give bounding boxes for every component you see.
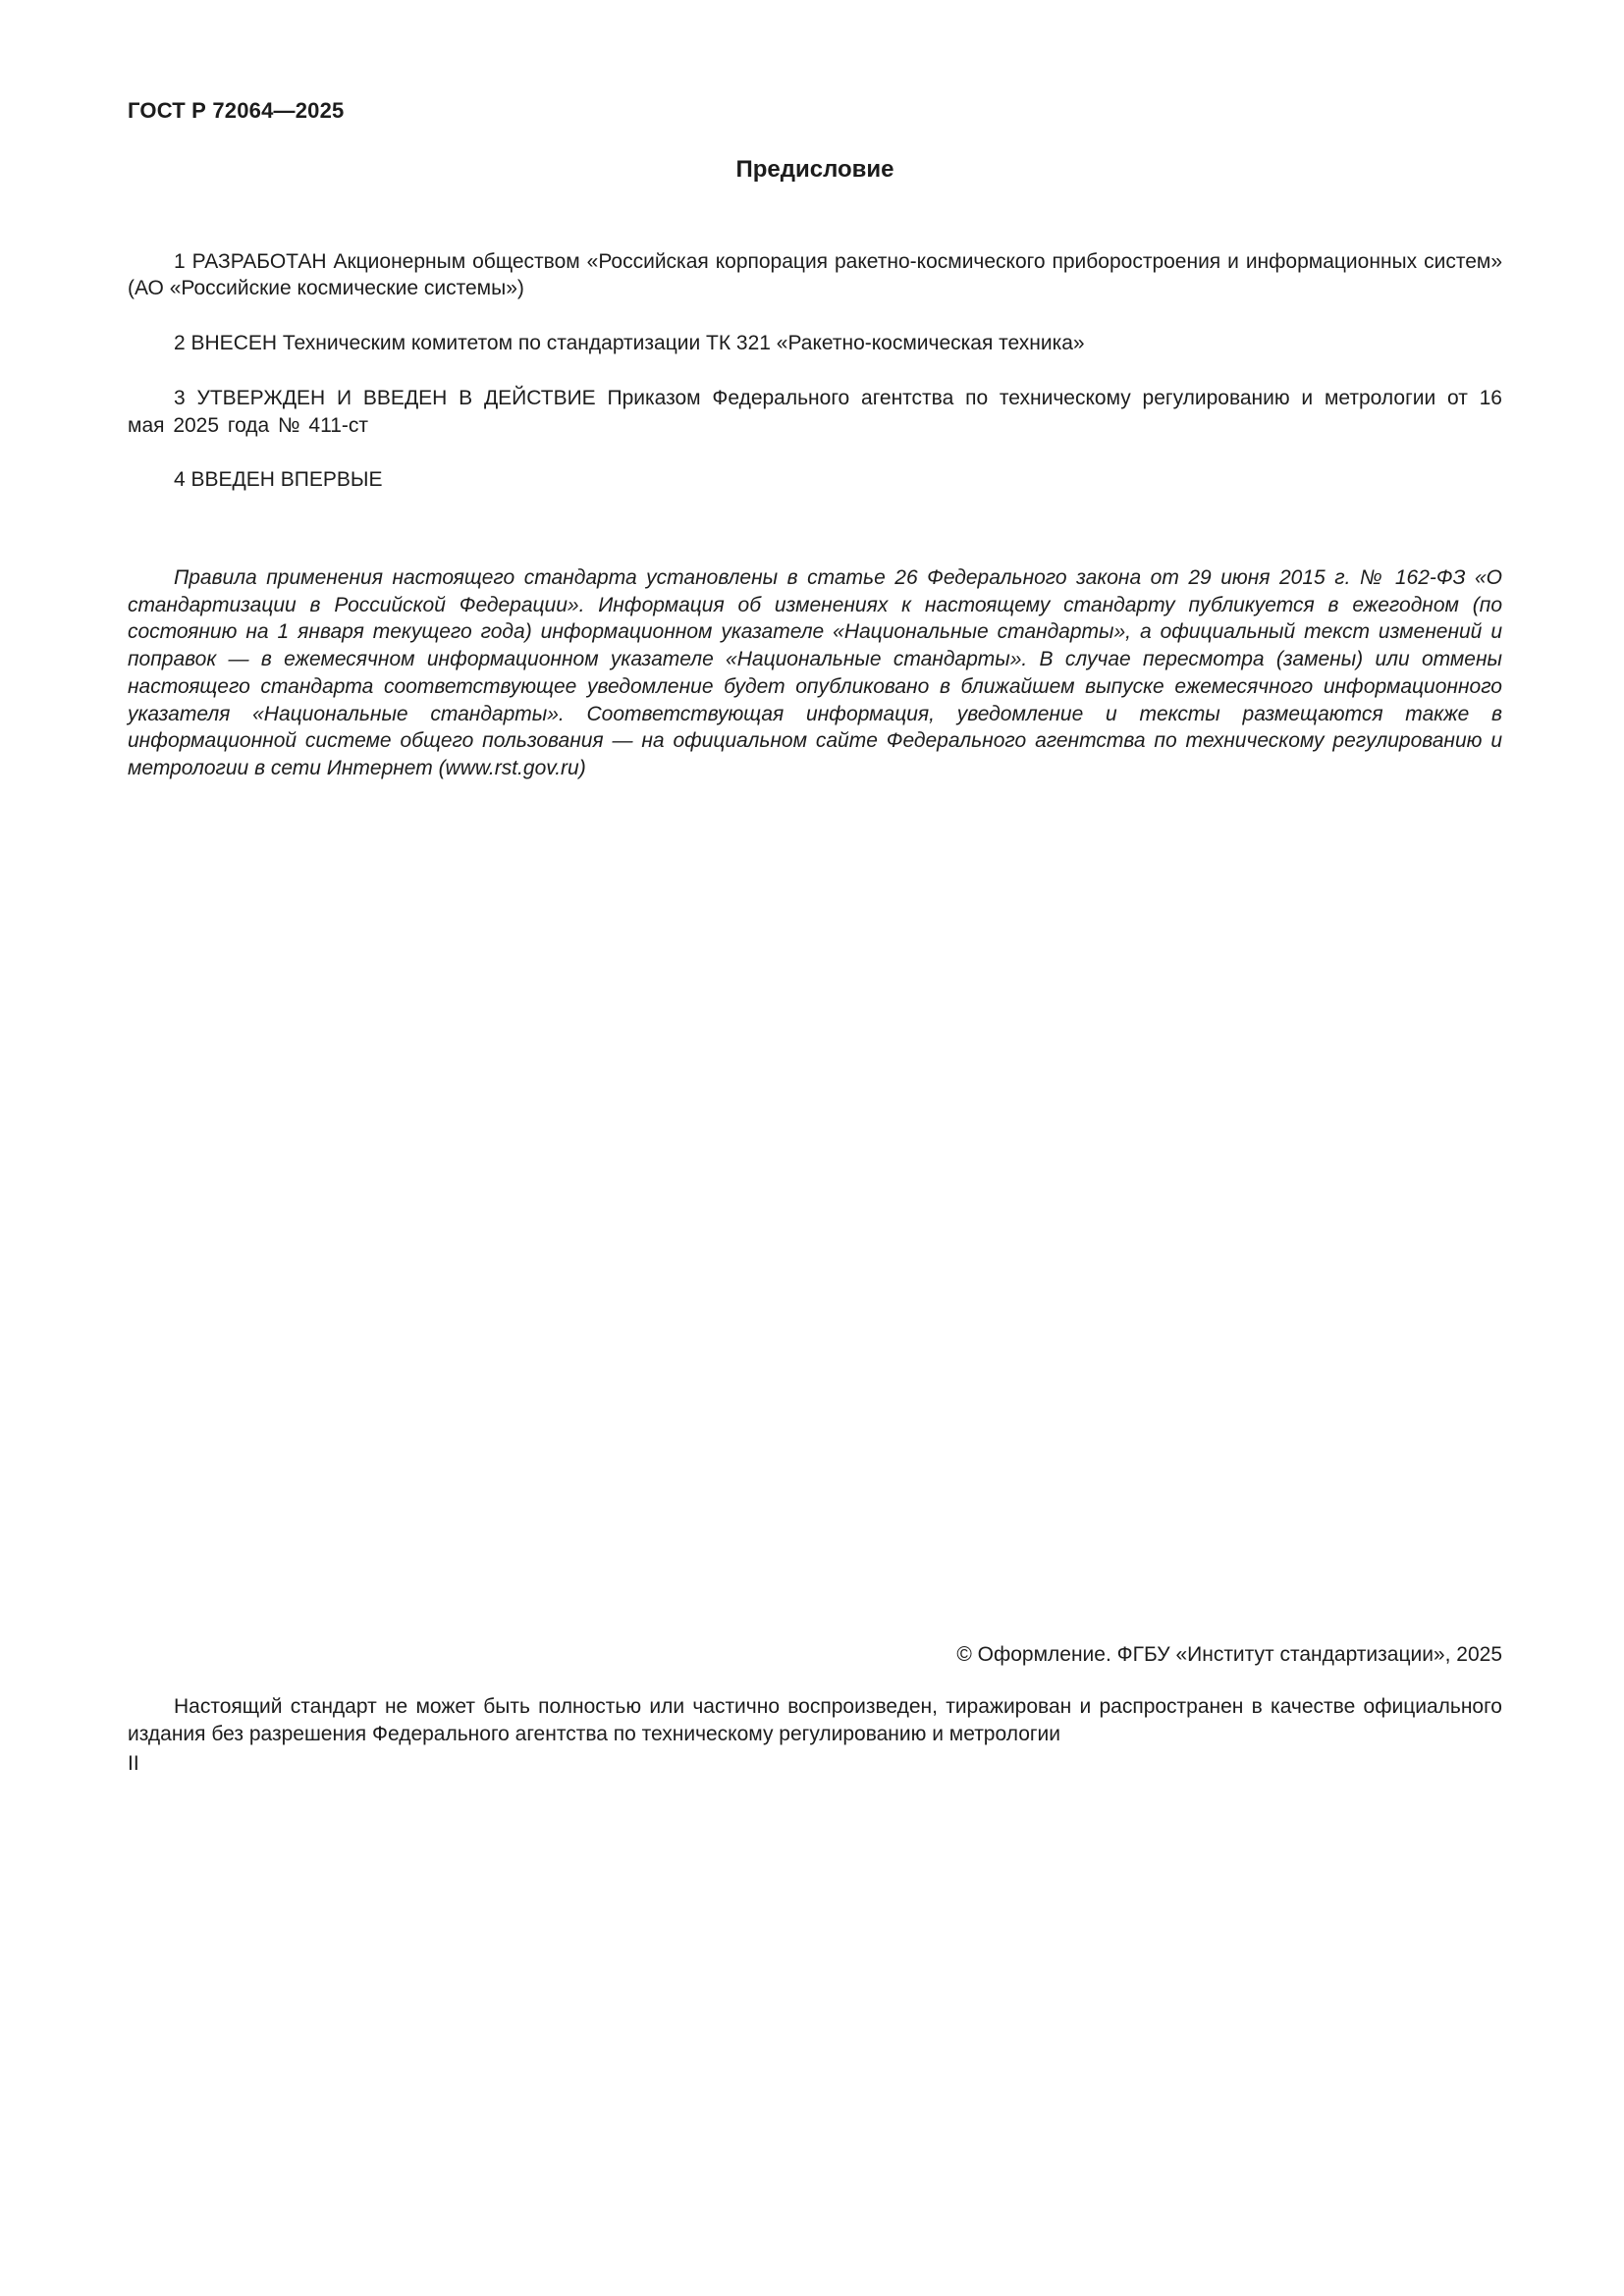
application-rules-notice: Правила применения настоящего стандарта установлены в статье 26 Федерального закона от 29 июня 2015 г. № 162-ФЗ «О стандартизации в Российской Федерации». Информация об изменениях к настоящему стандарту публикуется в ежегодном (по состоянию на 1 января текущего года) информационном указателе «Национальные стандарты», а официальный текст изменений и поправок — в ежемесячном информационном указателе «Национальные стандарты». В случае пересмотра (замены) или отмены настоящего стандарта соответствующее уведомление будет опубликовано в ближайшем выпуске ежемесячного информационного указателя «Национальные стандарты». Соответствующая информация, уведомление и тексты размещаются также в информационной системе общего пользования — на официальном сайте Федерального агентства по техническому регулированию и метрологии в сети Интернет (www.rst.gov.ru) bbox=[128, 566, 1502, 780]
clause-submitted: 2 ВНЕСЕН Техническим комитетом по стандартизации ТК 321 «Ракетно-космическая техника» bbox=[174, 332, 1085, 355]
copyright-line: © Оформление. ФГБУ «Институт стандартизации», 2025 bbox=[956, 1642, 1502, 1666]
clause-developed: 1 РАЗРАБОТАН Акционерным обществом «Российская корпорация ракетно-космического приборостроения и информационных систем» (АО «Российские космические системы») bbox=[128, 249, 1502, 300]
clause-first-introduced: 4 ВВЕДЕН ВПЕРВЫЕ bbox=[174, 468, 383, 492]
reproduction-notice: Настоящий стандарт не может быть полностью или частично воспроизведен, тиражирован и распространен в качестве официального издания без разрешения Федерального агентства по техническому регулированию и метрологии bbox=[128, 1695, 1502, 1746]
standard-designation: ГОСТ Р 72064—2025 bbox=[128, 98, 345, 123]
page-title: Предисловие bbox=[735, 156, 894, 184]
page-number: II bbox=[128, 1751, 139, 1775]
clause-approved: 3 УТВЕРЖДЕН И ВВЕДЕН В ДЕЙСТВИЕ Приказом Федерального агентства по техническому регулированию и метрологии от 16 мая 2025 года № 411-ст bbox=[128, 386, 1502, 437]
